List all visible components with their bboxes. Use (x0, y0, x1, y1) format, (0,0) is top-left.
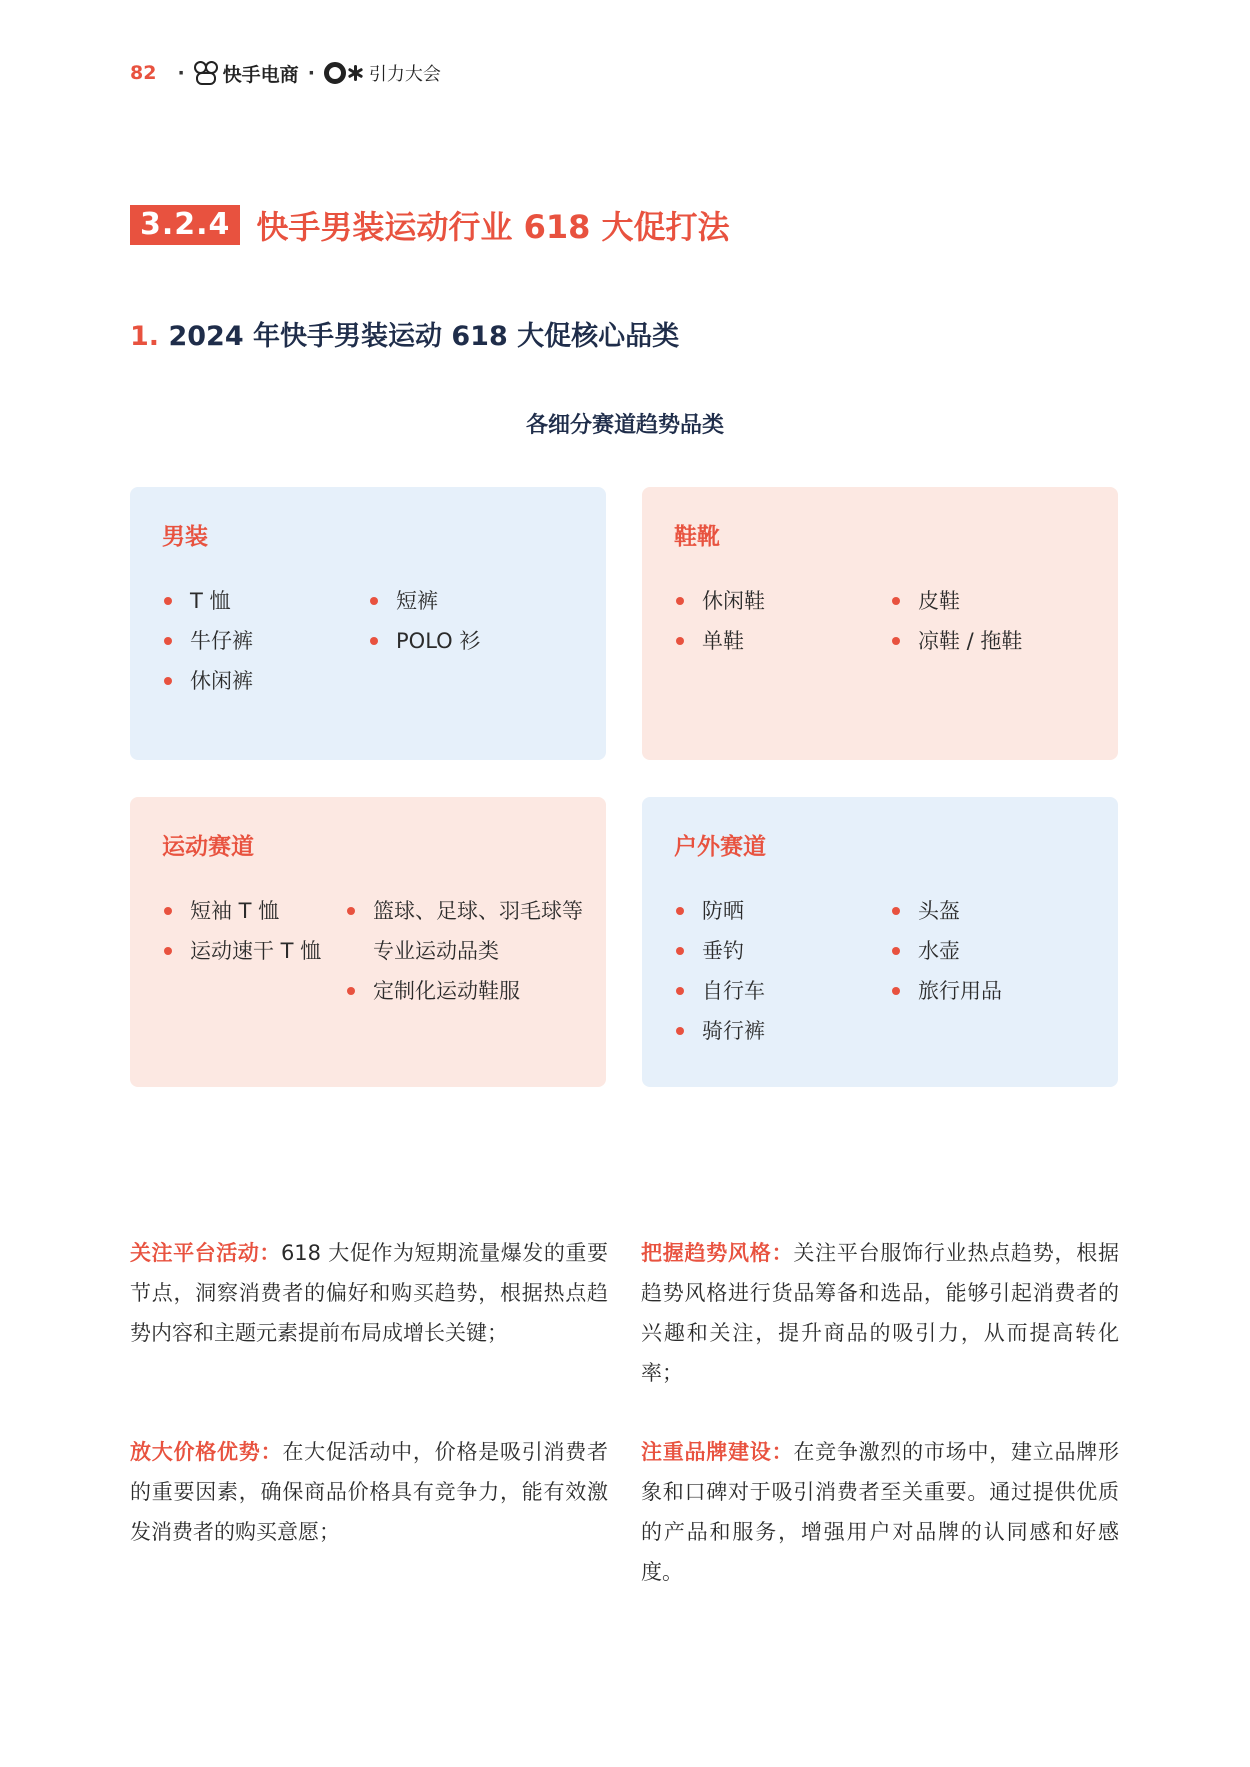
header-separator: · (307, 62, 315, 84)
category-card-sports (130, 797, 606, 1087)
paragraph-keyword: 关注平台活动： (130, 1241, 281, 1265)
item-list (674, 581, 890, 661)
subsection-heading (130, 314, 679, 353)
list-item: 短袖 T 恤 (162, 891, 345, 931)
list-item: POLO 衫 (368, 621, 480, 661)
paragraph-text: 在大促活动中，价格是吸引消费者的重要因素，确保商品价格具有竞争力，能有效激发消费者的购买意愿； (130, 1440, 609, 1544)
list-item: 自行车 (674, 971, 890, 1011)
section-title: 快手男装运动行业 618 大促打法 (256, 208, 730, 246)
page-header (130, 58, 441, 88)
category-card-outdoor (642, 797, 1118, 1087)
page-number: 82 (130, 62, 157, 84)
event-name: 引力大会 (368, 64, 441, 85)
list-item: 骑行裤 (674, 1011, 890, 1051)
item-list (368, 581, 480, 661)
brand-name: 快手电商 (222, 63, 299, 86)
list-item: 定制化运动鞋服 (345, 971, 585, 1011)
paragraph-keyword: 放大价格优势： (130, 1440, 283, 1464)
section-number: 3.2.4 (130, 205, 240, 245)
card-title: 运动赛道 (162, 834, 254, 860)
item-list (890, 581, 1022, 661)
section-heading (130, 202, 730, 248)
list-item: 牛仔裤 (162, 621, 368, 661)
strategy-paragraph (130, 1432, 608, 1552)
list-item: 篮球、足球、羽毛球等专业运动品类 (345, 891, 585, 971)
list-item: T 恤 (162, 581, 368, 621)
item-list (890, 891, 1002, 1011)
list-item: 凉鞋 / 拖鞋 (890, 621, 1022, 661)
list-item: 水壶 (890, 931, 1002, 971)
list-item: 防晒 (674, 891, 890, 931)
card-title: 男装 (162, 524, 208, 550)
paragraph-text: 关注平台服饰行业热点趋势，根据趋势风格进行货品筹备和选品，能够引起消费者的兴趣和关注，提升商品的吸引力，从而提高转化率； (641, 1241, 1120, 1385)
item-list (162, 581, 368, 701)
kuaishou-logo-icon (194, 61, 218, 85)
subsection-title: 2024 年快手男装运动 618 大促核心品类 (168, 321, 680, 352)
paragraph-text: 在竞争激烈的市场中，建立品牌形象和口碑对于吸引消费者至关重要。通过提供优质的产品和服务，增强用户对品牌的认同感和好感度。 (641, 1440, 1120, 1584)
category-card-footwear (642, 487, 1118, 760)
list-item: 休闲鞋 (674, 581, 890, 621)
list-item: 旅行用品 (890, 971, 1002, 1011)
header-separator: · (177, 62, 185, 84)
subsection-number: 1. (130, 321, 160, 352)
item-list (674, 891, 890, 1051)
strategy-paragraph (130, 1233, 608, 1353)
event-logo-icon (324, 62, 363, 84)
item-list (345, 891, 585, 1011)
list-item: 休闲裤 (162, 661, 368, 701)
list-item: 运动速干 T 恤 (162, 931, 345, 971)
paragraph-text: 618 大促作为短期流量爆发的重要节点，洞察消费者的偏好和购买趋势，根据热点趋势内容和主题元素提前布局成增长关键； (130, 1241, 608, 1345)
category-card-menswear (130, 487, 606, 760)
list-item: 皮鞋 (890, 581, 1022, 621)
paragraph-keyword: 注重品牌建设： (641, 1440, 794, 1464)
card-title: 户外赛道 (674, 834, 766, 860)
figure-caption: 各细分赛道趋势品类 (525, 413, 724, 438)
strategy-paragraph (641, 1432, 1119, 1592)
paragraph-keyword: 把握趋势风格： (641, 1241, 794, 1265)
list-item: 头盔 (890, 891, 1002, 931)
list-item: 单鞋 (674, 621, 890, 661)
list-item: 短裤 (368, 581, 480, 621)
strategy-paragraph (641, 1233, 1119, 1393)
list-item: 垂钓 (674, 931, 890, 971)
item-list (162, 891, 345, 971)
card-title: 鞋靴 (674, 524, 720, 550)
